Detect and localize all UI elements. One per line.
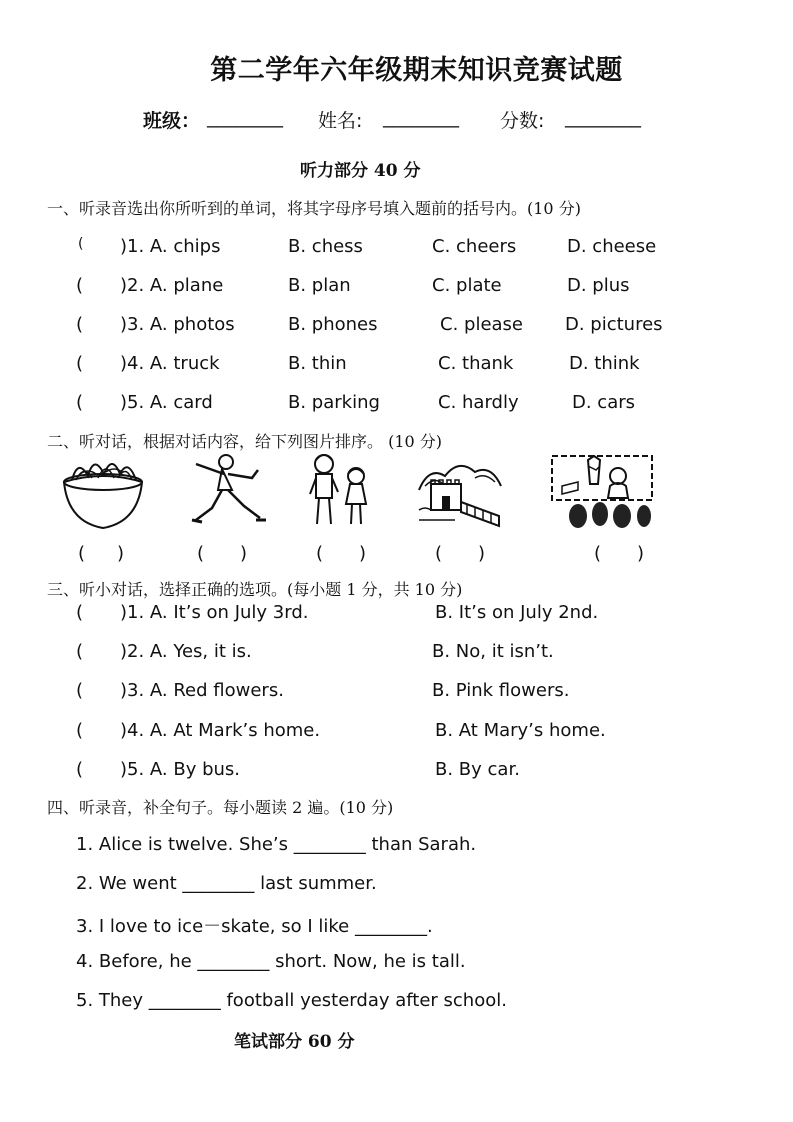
section3-instruction: 三、听小对话，选择正确的选项。(每小题 1 分，共 10 分) [47,580,463,599]
noodles-bowl-picture [58,450,148,532]
fill-sentence-4: 4. Before, he ________ short. Now, he is tall. [76,951,466,972]
answer-paren[interactable]: ( [76,275,84,296]
answer-paren[interactable]: ( [76,759,84,780]
answer-paren[interactable]: ( [76,641,84,662]
option-b: B. No, it isn’t. [432,641,554,662]
option-a: )1. A. It’s on July 3rd. [120,602,309,623]
option-d: D. cheese [567,236,657,257]
section1-instruction: 一、听录音选出你所听到的单词，将其字母序号填入题前的括号内。(10 分) [47,199,581,218]
picture-answer-paren-1[interactable]: ( ) [78,543,125,564]
score-field[interactable]: ________ [565,106,641,128]
great-wall-picture [415,450,505,532]
option-b: B. Pink flowers. [432,680,570,701]
option-d: D. plus [567,275,630,296]
name-label: 姓名: [318,110,363,132]
option-b: B. At Mary’s home. [435,720,606,741]
listening-header: 听力部分 40 分 [300,161,421,181]
option-b: B. thin [288,353,347,374]
picture-answer-paren-4[interactable]: ( ) [435,543,486,564]
question-prefix: )2. A. plane [120,275,224,296]
page-title: 第二学年六年级期末知识竞赛试题 [210,55,623,86]
option-d: D. pictures [565,314,663,335]
option-c: C. hardly [438,392,519,413]
two-children-picture [298,450,388,532]
picture-answer-paren-5[interactable]: ( ) [594,543,645,564]
class-field[interactable]: ________ [207,106,283,128]
answer-paren[interactable]: ( [76,680,84,701]
fill-sentence-5: 5. They ________ football yesterday after school. [76,990,507,1011]
option-c: C. plate [432,275,502,296]
option-a: )5. A. By bus. [120,759,241,780]
option-b: B. plan [288,275,351,296]
class-label: 班级： [143,110,201,132]
answer-paren[interactable]: ( [76,720,84,741]
fill-sentence-1: 1. Alice is twelve. She’s ________ than Sarah. [76,834,477,855]
kung-fu-person-picture [182,450,272,532]
fill-sentence-3: 3. I love to ice－skate, so I like ________. [76,916,433,937]
option-a: )4. A. At Mark’s home. [120,720,321,741]
option-d: D. think [569,353,640,374]
written-header: 笔试部分 60 分 [234,1032,355,1052]
picture-answer-paren-2[interactable]: ( ) [197,543,248,564]
option-a: )3. A. Red flowers. [120,680,284,701]
answer-paren[interactable]: ( [76,314,84,335]
option-b: B. chess [288,236,363,257]
section2-instruction: 二、听对话，根据对话内容，给下列图片排序。 (10 分) [47,432,443,451]
option-b: B. parking [288,392,380,413]
option-c: C. thank [438,353,514,374]
question-prefix: )4. A. truck [120,353,220,374]
fill-sentence-2: 2. We went ________ last summer. [76,873,377,894]
answer-paren[interactable]: ( [76,353,84,374]
answer-paren[interactable]: ( [78,236,84,252]
answer-paren[interactable]: ( [76,602,84,623]
score-label: 分数: [500,110,545,132]
answer-paren[interactable]: ( [76,392,84,413]
option-c: C. cheers [432,236,517,257]
option-c: C. please [440,314,523,335]
question-prefix: )5. A. card [120,392,213,413]
option-b: B. By car. [435,759,520,780]
option-b: B. phones [288,314,378,335]
picture-answer-paren-3[interactable]: ( ) [316,543,367,564]
option-d: D. cars [572,392,636,413]
question-prefix: )3. A. photos [120,314,235,335]
option-b: B. It’s on July 2nd. [435,602,599,623]
option-a: )2. A. Yes, it is. [120,641,252,662]
name-field[interactable]: ________ [383,106,459,128]
section4-instruction: 四、听录音，补全句子。每小题读 2 遍。(10 分) [47,798,394,817]
question-prefix: )1. A. chips [120,236,221,257]
family-cinema-picture [548,450,658,532]
